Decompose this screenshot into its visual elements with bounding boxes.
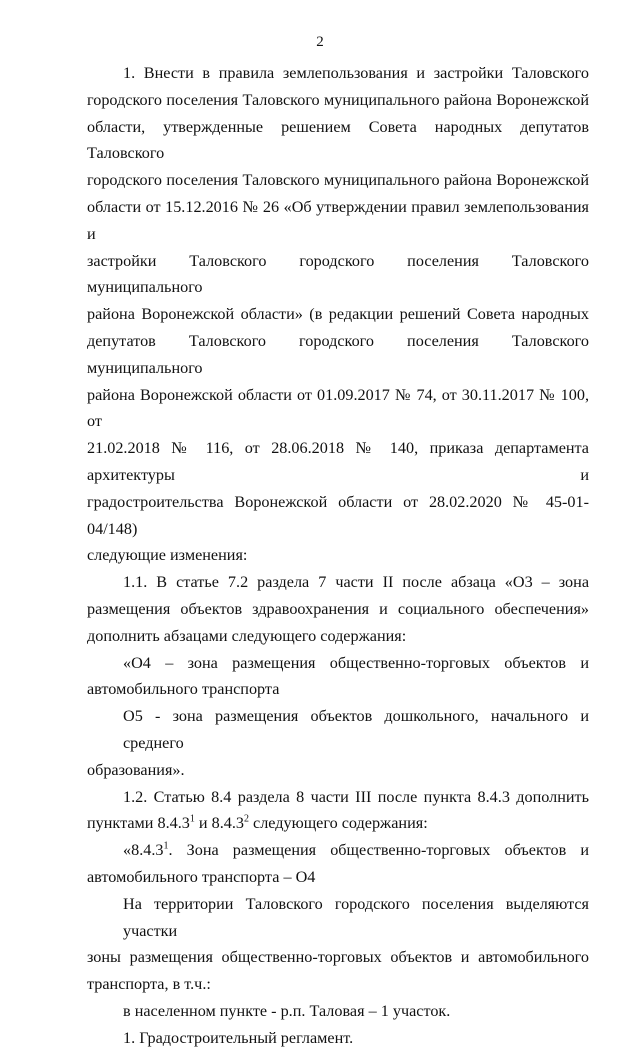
text-line: образования». xyxy=(87,760,185,779)
text-line xyxy=(87,837,589,864)
text-line: 1. Градостроительный регламент. xyxy=(123,1028,354,1047)
text-line: городского поселения Таловского муниципального района Воронежской xyxy=(87,90,589,109)
paragraph-settlement xyxy=(87,998,589,1025)
document-body xyxy=(87,60,589,1051)
text-line: области от 15.12.2016 № 26 «Об утверждении правил землепользования и xyxy=(87,197,589,243)
text-line: транспорта, в т.ч.: xyxy=(87,975,211,994)
text-line xyxy=(87,810,589,837)
text-line: размещения объектов здравоохранения и социального обеспечения» xyxy=(87,599,589,618)
paragraph-item-1-1 xyxy=(87,569,589,649)
superscript: 1 xyxy=(163,840,169,852)
paragraph-zone-o4 xyxy=(87,650,589,704)
paragraph-regulation xyxy=(87,1025,589,1051)
text-line: зоны размещения общественно-торговых объектов и автомобильного xyxy=(87,948,589,967)
paragraph-territory xyxy=(87,891,589,998)
paragraph-point-8-4-3-1 xyxy=(87,837,589,891)
text-fragment: «8.4.3 xyxy=(123,841,164,860)
text-line: автомобильного транспорта xyxy=(87,680,280,699)
text-line: в населенном пункте - р.п. Таловая – 1 участок. xyxy=(123,1001,451,1020)
text-line: На территории Таловского городского поселения выделяются участки xyxy=(123,894,589,940)
text-line: «О4 – зона размещения общественно-торговых объектов и xyxy=(123,653,589,672)
superscript: 2 xyxy=(244,813,249,825)
text-line: области, утвержденные решением Совета народных депутатов Таловского xyxy=(87,117,589,163)
text-fragment: следующего содержания: xyxy=(249,814,428,833)
text-fragment: и 8.4.3 xyxy=(194,814,244,833)
paragraph-zone-o5 xyxy=(87,703,589,783)
text-line: района Воронежской области от 01.09.2017 № 74, от 30.11.2017 № 100, от xyxy=(87,385,589,431)
text-line: О5 - зона размещения объектов дошкольного, начального и среднего xyxy=(123,707,589,752)
text-line: автомобильного транспорта – О4 xyxy=(87,867,316,886)
page-number: 2 xyxy=(316,34,324,50)
text-line: градостроительства Воронежской области от 28.02.2020 № 45-01-04/148) xyxy=(87,492,589,538)
text-line: застройки Таловского городского поселения Таловского муниципального xyxy=(87,251,589,297)
text-line: депутатов Таловского городского поселения Таловского муниципального xyxy=(87,331,589,377)
text-line: 21.02.2018 № 116, от 28.06.2018 № 140, приказа департамента архитектуры и xyxy=(87,439,589,484)
paragraph-item-1 xyxy=(87,60,589,569)
text-fragment: . Зона размещения общественно-торговых объектов и xyxy=(168,841,589,860)
paragraph-item-1-2 xyxy=(87,784,589,838)
text-line: городского поселения Таловского муниципального района Воронежской xyxy=(87,171,589,190)
text-line: дополнить абзацами следующего содержания: xyxy=(87,626,407,645)
text-line: района Воронежской области» (в редакции решений Совета народных xyxy=(87,305,589,324)
text-line: 1.2. Статью 8.4 раздела 8 части III после пункта 8.4.3 дополнить xyxy=(123,787,589,806)
text-line: следующие изменения: xyxy=(87,546,248,565)
text-line: 1.1. В статье 7.2 раздела 7 части II после абзаца «О3 – зона xyxy=(123,573,589,592)
superscript: 1 xyxy=(189,813,195,825)
text-line: 1. Внести в правила землепользования и застройки Таловского xyxy=(123,64,589,82)
text-fragment: пунктами 8.4.3 xyxy=(87,814,190,833)
